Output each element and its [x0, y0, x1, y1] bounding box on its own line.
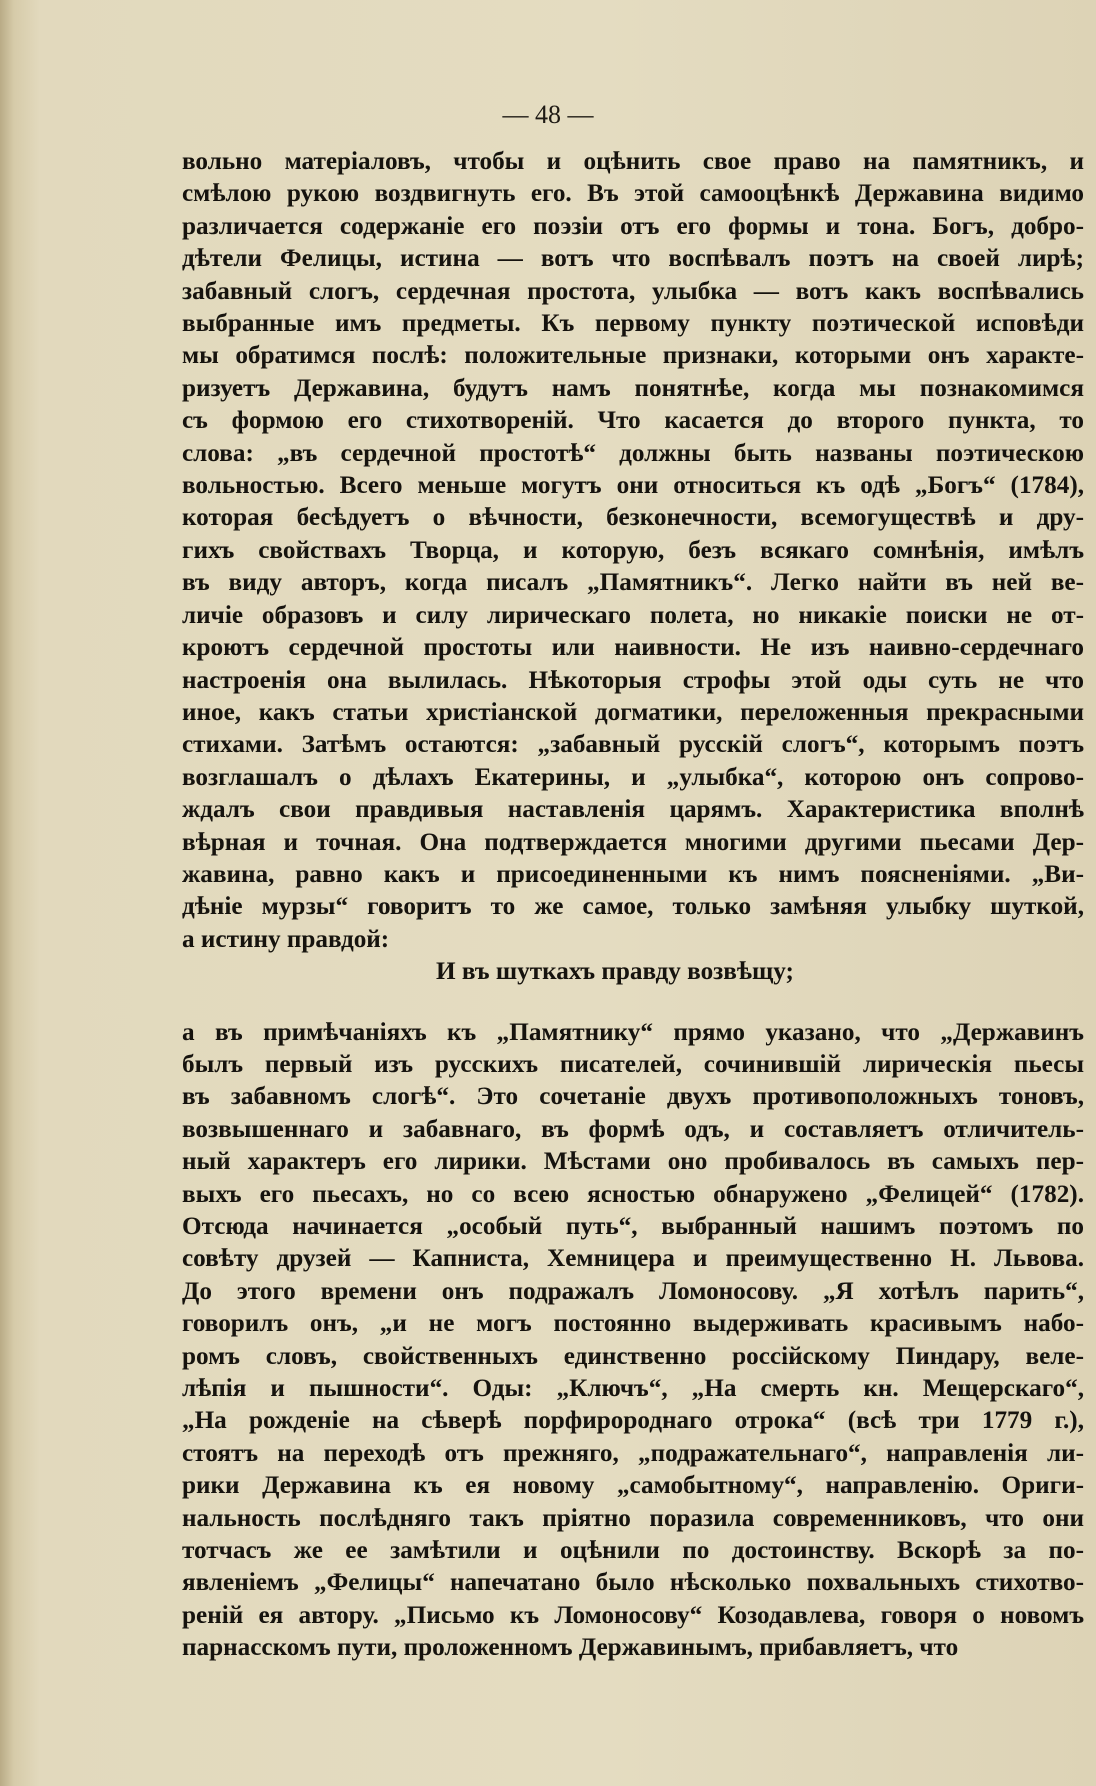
page-number: — 48 —: [502, 100, 594, 129]
text-line: выбранные имъ предметы. Къ первому пункту поэтической исповѣди: [182, 310, 1084, 338]
paragraph-1: [182, 146, 1084, 956]
text-line: гихъ свойствахъ Творца, и которую, безъ всякаго сомнѣнія, имѣлъ: [182, 536, 1084, 564]
paragraph-2: [182, 1017, 1084, 1665]
verse-quote: И въ шуткахъ правду возвѣщу;: [436, 958, 794, 986]
text-line: возглашалъ о дѣлахъ Екатерины, и „улыбка“, которою онъ сопрово-: [182, 763, 1084, 791]
text-line: рики Державина къ ея новому „самобытному“, направленію. Ориги-: [182, 1472, 1084, 1500]
text-line: различается содержаніе его поэзіи отъ его формы и тона. Богъ, добро-: [182, 212, 1084, 240]
text-line: ромъ словъ, свойственныхъ единственно россійскому Пиндару, веле-: [182, 1342, 1084, 1370]
text-line: До этого времени онъ подражалъ Ломоносову. „Я хотѣлъ парить“,: [182, 1277, 1084, 1305]
text-line: лѣпія и пышности“. Оды: „Ключъ“, „На смерть кн. Мещерскаго“,: [182, 1375, 1084, 1403]
text-line: съ формою его стихотвореній. Что касается до второго пункта, то: [182, 407, 1084, 435]
text-line: а въ примѣчаніяхъ къ „Памятнику“ прямо указано, что „Державинъ: [182, 1018, 1084, 1046]
text-line: а истину правдой:: [182, 925, 390, 953]
text-line: возвышеннаго и забавнаго, въ формѣ одъ, и составляетъ отличитель-: [182, 1115, 1084, 1143]
text-line: явленіемъ „Фелицы“ напечатано было нѣсколько похвальныхъ стихотво-: [182, 1569, 1084, 1597]
text-line: мы обратимся послѣ: положительные признаки, которыми онъ характе-: [182, 342, 1084, 370]
text-line: Отсюда начинается „особый путь“, выбранный нашимъ поэтомъ по: [182, 1213, 1084, 1240]
text-line: иное, какъ статьи христіанской догматики, переложенныя прекрасными: [182, 698, 1084, 726]
text-line: стихами. Затѣмъ остаются: „забавный русскій слогъ“, которымъ поэтъ: [182, 731, 1084, 759]
text-line: смѣлою рукою воздвигнуть его. Въ этой самооцѣнкѣ Державина видимо: [182, 180, 1084, 208]
text-line: которая бесѣдуетъ о вѣчности, безконечности, всемогуществѣ и дру-: [182, 504, 1084, 532]
text-line: парнасскомъ пути, проложенномъ Державинымъ, прибавляетъ, что: [182, 1634, 959, 1662]
text-line: нальность послѣдняго такъ пріятно поразила современниковъ, что они: [182, 1504, 1084, 1532]
text-line: тотчасъ же ее замѣтили и оцѣнили по достоинству. Вскорѣ за по-: [182, 1537, 1084, 1565]
text-line: говорилъ онъ, „и не могъ постоянно выдерживать красивымъ набо-: [182, 1310, 1084, 1338]
text-line: „На рожденіе на сѣверѣ порфиророднаго отрока“ (всѣ три 1779 г.),: [182, 1407, 1084, 1435]
text-line: жавина, равно какъ и присоединенными къ нимъ поясненіями. „Ви-: [182, 860, 1084, 888]
text-line: въ забавномъ слогѣ“. Это сочетаніе двухъ противоположныхъ тоновъ,: [182, 1083, 1084, 1111]
text-line: личіе образовъ и силу лирическаго полета, но никакіе поиски не от-: [182, 601, 1084, 629]
text-line: вольностью. Всего меньше могутъ они относиться къ одѣ „Богъ“ (1784),: [182, 472, 1084, 500]
text-line: дѣтели Фелицы, истина — вотъ что воспѣвалъ поэтъ на своей лирѣ;: [182, 245, 1084, 273]
text-line: кроютъ сердечной простоты или наивности. Не изъ наивно-сердечнаго: [182, 634, 1084, 662]
text-line: былъ первый изъ русскихъ писателей, сочинившій лирическія пьесы: [182, 1050, 1084, 1078]
text-line: совѣту друзей — Капниста, Хемницера и преимущественно Н. Львова.: [182, 1245, 1084, 1273]
text-line: стоятъ на переходѣ отъ прежняго, „подражательнаго“, направленія ли-: [182, 1439, 1084, 1467]
text-line: ждалъ свои правдивыя наставленія царямъ. Характеристика вполнѣ: [182, 796, 1084, 824]
text-line: дѣніе мурзы“ говоритъ то же самое, только замѣняя улыбку шуткой,: [182, 893, 1084, 921]
text-line: реній ея автору. „Письмо къ Ломоносову“ Козодавлева, говоря о новомъ: [182, 1601, 1084, 1629]
text-line: настроенія она вылилась. Нѣкоторыя строфы этой оды суть не что: [182, 666, 1084, 694]
text-line: въ виду авторъ, когда писалъ „Памятникъ“. Легко найти въ ней ве-: [182, 569, 1084, 597]
text-line: вѣрная и точная. Она подтверждается многими другими пьесами Дер-: [182, 828, 1084, 856]
text-line: ризуетъ Державина, будутъ намъ понятнѣе, когда мы познакомимся: [182, 374, 1084, 402]
text-line: забавный слогъ, сердечная простота, улыбка — вотъ какъ воспѣвались: [182, 277, 1084, 305]
text-line: ный характеръ его лирики. Мѣстами оно пробивалось въ самыхъ пер-: [182, 1148, 1084, 1176]
text-line: слова: „въ сердечной простотѣ“ должны быть названы поэтическою: [182, 439, 1084, 467]
text-line: вольно матеріаловъ, чтобы и оцѣнить свое право на памятникъ, и: [182, 148, 1084, 175]
text-line: выхъ его пьесахъ, но со всею ясностью обнаружено „Фелицей“ (1782).: [182, 1180, 1084, 1208]
body-text: [182, 146, 1084, 1665]
